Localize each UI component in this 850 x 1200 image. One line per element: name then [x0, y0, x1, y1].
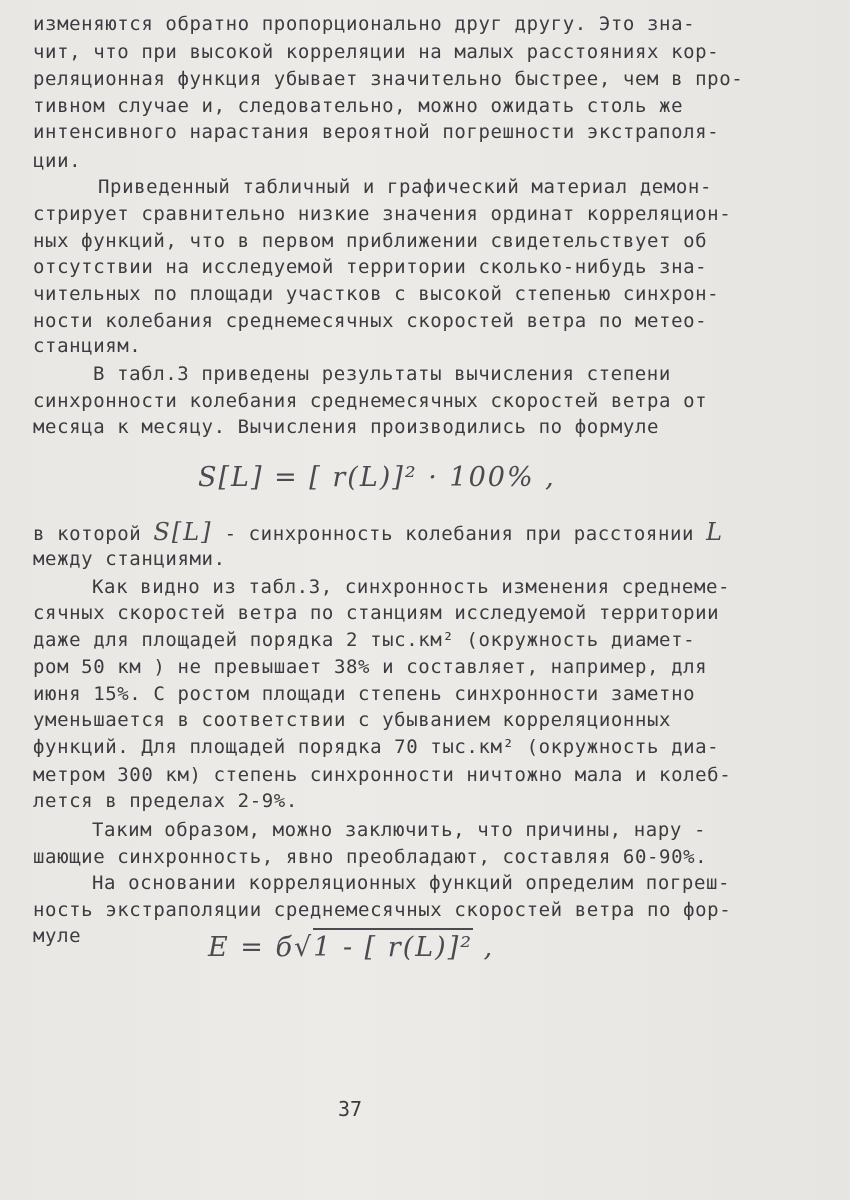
text-line: станциям.: [33, 335, 142, 357]
text-line: В табл.3 приведены результаты вычисления степени: [93, 363, 671, 385]
text-line: ность экстраполяции среднемесячных скоростей ветра по фор-: [33, 899, 732, 921]
text-line: между станциями.: [33, 548, 226, 570]
text-line: отсутствии на исследуемой территории сколько-нибудь зна-: [33, 256, 708, 278]
text-line: чительных по площади участков с высокой степенью синхрон-: [33, 283, 720, 305]
sqrt-symbol: √: [293, 932, 314, 963]
text-line: июня 15%. С ростом площади степень синхронности заметно: [33, 683, 696, 705]
text-line: лется в пределах 2-9%.: [33, 790, 298, 812]
formula-synchronicity: S[L] = [ r(L)]² · 100% ,: [198, 462, 556, 493]
text-line: месяца к месяцу. Вычисления производились по формуле: [33, 416, 660, 438]
text-line: метром 300 км) степень синхронности ничтожно мала и колеб-: [33, 764, 732, 786]
text-line: тивном случае и, следовательно, можно ожидать столь же: [33, 95, 684, 117]
page-number: 37: [338, 1097, 363, 1121]
text-line: интенсивного нарастания вероятной погрешности экстраполя-: [33, 121, 720, 143]
text-line: шающие синхронность, явно преобладают, составляя 60-90%.: [33, 846, 708, 868]
text-line: изменяются обратно пропорционально друг другу. Это зна-: [33, 13, 696, 35]
formula-left: E = б: [208, 932, 294, 963]
inline-formula-s: S[L]: [153, 518, 213, 546]
text-line: ных функций, что в первом приближении свидетельствует об: [33, 230, 708, 252]
text-line: реляционная функция убывает значительно быстрее, чем в про-: [33, 68, 744, 90]
formula-tail: ,: [473, 932, 495, 963]
text-line: даже для площадей порядка 2 тыс.км² (окружность диамет-: [33, 629, 696, 651]
text-fragment: в которой: [33, 523, 142, 545]
inline-formula-l: L: [706, 518, 725, 546]
text-line: функций. Для площадей порядка 70 тыс.км² (окружность диа-: [33, 736, 720, 758]
text-line: На основании корреляционных функций определим погреш-: [92, 872, 731, 894]
text-line: муле: [33, 925, 82, 947]
text-line: чит, что при высокой корреляции на малых расстояниях кор-: [33, 41, 720, 63]
text-line: ции.: [33, 150, 82, 172]
text-line-with-formula: [33, 520, 724, 546]
text-line: Как видно из табл.3, синхронность изменения среднеме-: [92, 576, 731, 598]
text-line: стрирует сравнительно низкие значения ординат корреляцион-: [33, 203, 732, 225]
text-line: синхронности колебания среднемесячных скоростей ветра от: [33, 390, 708, 412]
text-line: ром 50 км ) не превышает 38% и составляет, например, для: [33, 656, 708, 678]
text-fragment: - синхронность колебания при расстоянии: [224, 523, 695, 545]
formula-extrapolation-error: [208, 932, 494, 963]
text-line: уменьшается в соответствии с убыванием корреляционных: [33, 709, 672, 731]
text-line: Приведенный табличный и графический материал демон-: [98, 176, 712, 198]
text-line: сячных скоростей ветра по станциям исследуемой территории: [33, 602, 720, 624]
text-line: ности колебания среднемесячных скоростей ветра по метео-: [33, 310, 708, 332]
formula-radicand: 1 - [ r(L)]²: [313, 928, 473, 963]
text-line: Таким образом, можно заключить, что причины, нару -: [92, 819, 706, 841]
